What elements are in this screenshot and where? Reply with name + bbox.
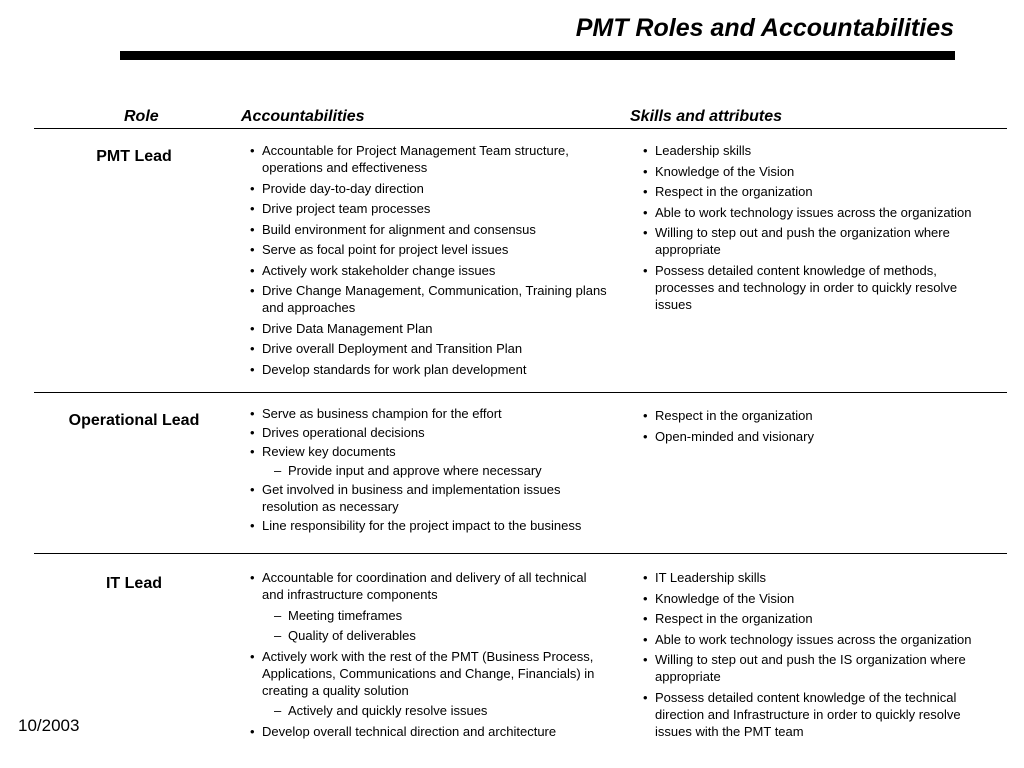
row-divider xyxy=(34,553,1007,554)
bullet-item: • Knowledge of the Vision xyxy=(643,590,993,607)
sub-bullet-item: – Actively and quickly resolve issues xyxy=(250,702,610,719)
accountabilities-list-pmt-lead xyxy=(250,142,610,381)
bullet-item: • Respect in the organization xyxy=(643,610,993,627)
bullet-item: • Actively work stakeholder change issues xyxy=(250,262,610,279)
footer-date: 10/2003 xyxy=(18,716,80,735)
bullet-item: • Drive Change Management, Communication, Training plans and approaches xyxy=(250,282,610,316)
skills-list-it-lead xyxy=(643,569,993,743)
sub-bullet-item: – Meeting timeframes xyxy=(250,607,610,624)
bullet-item: • Possess detailed content knowledge of methods, processes and technology in order to quickly resolve issues xyxy=(643,262,993,313)
bullet-item: • Willing to step out and push the IS organization where appropriate xyxy=(643,651,993,685)
bullet-item: • Develop standards for work plan development xyxy=(250,361,610,378)
role-operational-lead: Operational Lead xyxy=(68,412,200,429)
column-header-skills: Skills and attributes xyxy=(630,108,783,125)
bullet-item: • Develop overall technical direction and architecture xyxy=(250,723,610,740)
sub-bullet-item: – Quality of deliverables xyxy=(250,627,610,644)
row-divider xyxy=(34,392,1007,393)
slide-title: PMT Roles and Accountabilities xyxy=(575,14,954,42)
bullet-item: • Accountable for Project Management Team structure, operations and effectiveness xyxy=(250,142,610,176)
skills-list-operational-lead xyxy=(643,407,993,448)
bullet-item: • Possess detailed content knowledge of the technical direction and Infrastructure in order to quickly resolve issues with the PMT team xyxy=(643,689,993,740)
bullet-item: • Drives operational decisions xyxy=(250,424,610,441)
bullet-item: • Drive Data Management Plan xyxy=(250,320,610,337)
role-pmt-lead: PMT Lead xyxy=(96,148,172,165)
skills-list-pmt-lead xyxy=(643,142,993,316)
bullet-item: • Drive overall Deployment and Transition Plan xyxy=(250,340,610,357)
bullet-item: • Accountable for coordination and delivery of all technical and infrastructure components xyxy=(250,569,610,603)
bullet-item: • Respect in the organization xyxy=(643,407,993,424)
bullet-item: • Willing to step out and push the organization where appropriate xyxy=(643,224,993,258)
bullet-item: • Actively work with the rest of the PMT (Business Process, Applications, Communications and Change, Financials) in creating a quality solution xyxy=(250,648,610,699)
bullet-item: • Line responsibility for the project impact to the business xyxy=(250,517,610,534)
bullet-item: • Respect in the organization xyxy=(643,183,993,200)
column-header-role: Role xyxy=(124,108,159,125)
column-header-accountabilities: Accountabilities xyxy=(241,108,365,125)
bullet-item: • Able to work technology issues across the organization xyxy=(643,631,993,648)
accountabilities-list-it-lead xyxy=(250,569,610,743)
bullet-item: • Drive project team processes xyxy=(250,200,610,217)
bullet-item: • Leadership skills xyxy=(643,142,993,159)
bullet-item: • Open-minded and visionary xyxy=(643,428,993,445)
sub-bullet-item: – Provide input and approve where necessary xyxy=(250,462,610,479)
bullet-item: • Knowledge of the Vision xyxy=(643,163,993,180)
bullet-item: • Review key documents xyxy=(250,443,610,460)
bullet-item: • Build environment for alignment and consensus xyxy=(250,221,610,238)
accountabilities-list-operational-lead xyxy=(250,405,610,536)
bullet-item: • Get involved in business and implementation issues resolution as necessary xyxy=(250,481,610,515)
role-it-lead: IT Lead xyxy=(105,575,162,592)
bullet-item: • Serve as business champion for the effort xyxy=(250,405,610,422)
bullet-item: • Provide day-to-day direction xyxy=(250,180,610,197)
header-divider xyxy=(34,128,1007,129)
bullet-item: • Able to work technology issues across the organization xyxy=(643,204,993,221)
title-underline-bar xyxy=(120,51,955,60)
bullet-item: • Serve as focal point for project level issues xyxy=(250,241,610,258)
bullet-item: • IT Leadership skills xyxy=(643,569,993,586)
